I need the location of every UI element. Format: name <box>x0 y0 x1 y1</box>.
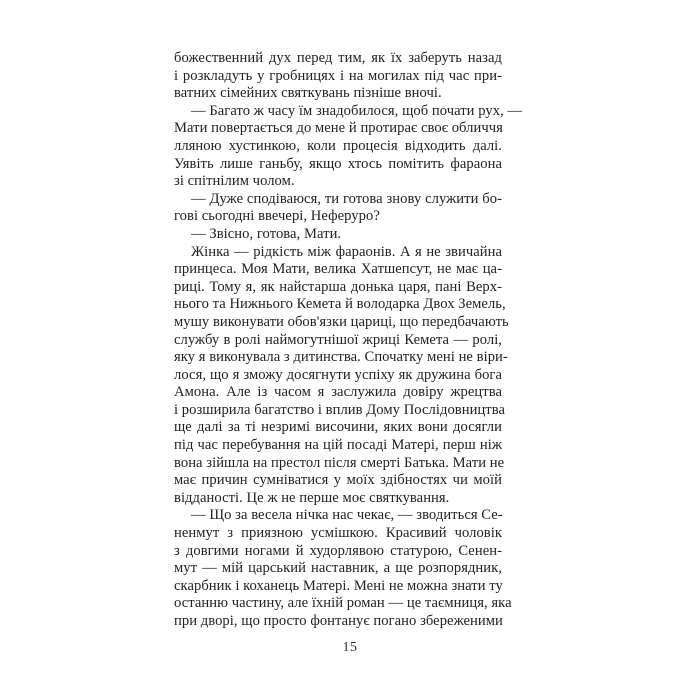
body-text <box>174 50 523 631</box>
text-line: зі спітнілим чолом. <box>174 173 295 190</box>
text-line: ватних сімейних святкувань пізніше вночі. <box>174 85 442 102</box>
text-line: мушу виконувати обов'язки цариці, що передбачають <box>174 313 509 330</box>
text-line: ненмут з приязною усмішкою. Красивий чоловік <box>174 525 502 542</box>
text-line: вона зійшла на престол після смерті Батька. Мати не <box>174 454 505 471</box>
page-number: 15 <box>342 640 358 655</box>
text-line: Жінка — рідкість між фараонів. А я не звичайна <box>191 243 502 260</box>
text-line: риці. Тому я, як найстарша донька царя, пані Верх- <box>174 278 502 295</box>
text-line: божественний дух перед тим, як їх заберуть назад <box>174 50 502 66</box>
text-line: — Дуже сподіваюся, ти готова знову служити бо- <box>191 190 502 207</box>
text-line: Амона. Але із часом я заслужила довіру жрецтва <box>174 384 502 401</box>
text-line: під час перебування на цій посаді Матері, перш ніж <box>174 437 502 454</box>
text-line: Уявіть лише ганьбу, якщо хтось помітить фараона <box>174 155 502 172</box>
text-line: гові сьогодні ввечері, Неферуро? <box>174 208 380 225</box>
text-line: принцеса. Моя Мати, велика Хатшепсут, не має ца- <box>174 261 502 278</box>
text-line: службу в ролі наймогутнішої жриці Кемета — ролі, <box>174 331 502 348</box>
text-line: — Звісно, готова, Мати. <box>191 225 342 242</box>
text-line: — Що за весела нічка нас чекає, — зводиться Се- <box>191 507 503 524</box>
text-line: лося, що я зможу досягнути успіху як дружина бога <box>174 366 502 383</box>
text-line: при дворі, що просто фонтанує погано збереженими <box>174 613 503 629</box>
text-line: і розширила багатство і вплив Дому Послідовництва <box>174 401 506 418</box>
text-line: відданості. Це ж не перше моє святкування. <box>174 489 450 506</box>
text-line: і розкладуть у гробницях і на могилах під час при- <box>174 67 502 84</box>
text-line: з довгими ногами й худорлявою статурою, Сенен- <box>174 542 502 559</box>
text-line: Мати повертається до мене й протирає своє обличчя <box>174 120 503 137</box>
text-line: останню частину, але їхній роман — це таємниця, яка <box>174 595 512 612</box>
text-line: нього та Нижнього Кемета й володарка Двох Земель, <box>174 296 506 313</box>
text-line: — Багато ж часу їм знадобилося, щоб почати рух, — <box>191 102 523 119</box>
text-line: мут — мій царський наставник, а ще розпорядник, <box>174 560 502 577</box>
text-line: яку я виконувала з дитинства. Спочатку мені не віри- <box>174 349 508 366</box>
text-line: ще далі за ті незримі височини, яких вони досягли <box>174 419 502 436</box>
text-line: має причин сумніватися у моїх здібностях чи моїй <box>174 472 502 489</box>
text-line: скарбник і коханець Матері. Мені не можна знати ту <box>174 577 503 594</box>
text-line: лляною хустинкою, коли процесія відходить далі. <box>174 137 502 154</box>
